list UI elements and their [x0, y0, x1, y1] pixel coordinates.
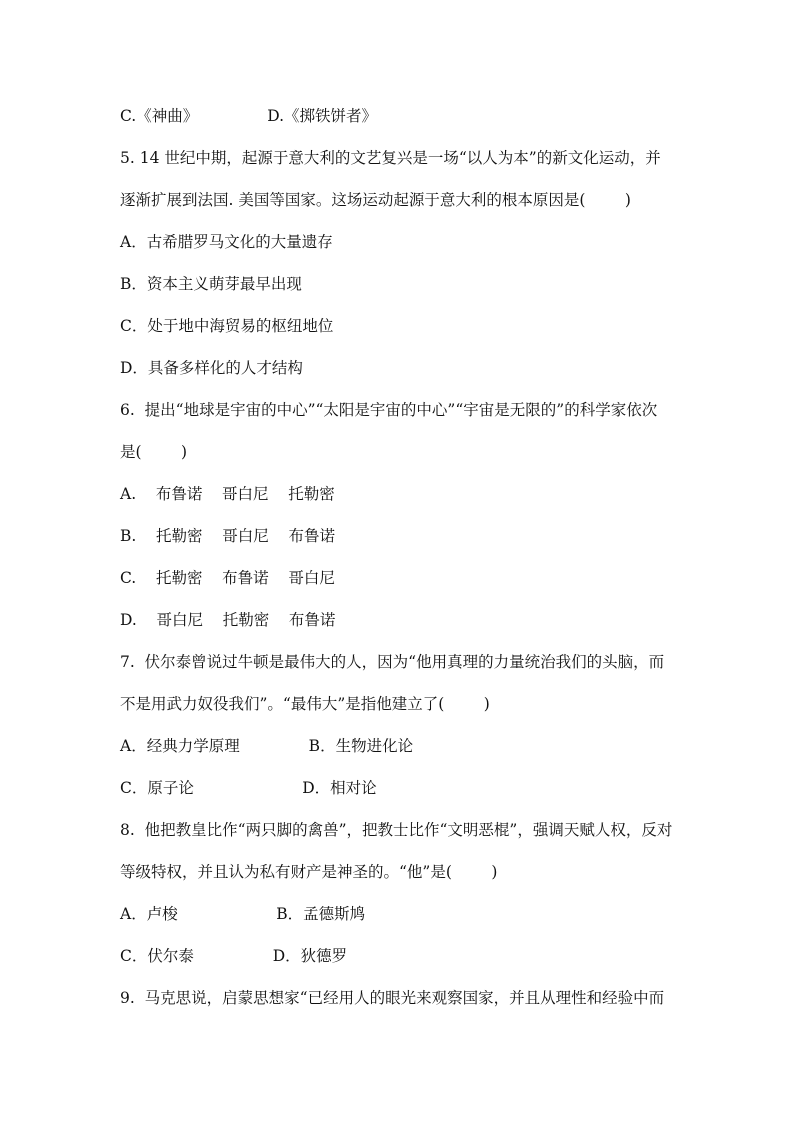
q6-option-d: D. 哥白尼 托勒密 布鲁诺	[120, 611, 336, 629]
q5-option-b: B．资本主义萌芽最早出现	[120, 275, 302, 293]
q8-stem-line1: 8. 他把教皇比作“两只脚的禽兽”，把教士比作“文明恶棍”，强调天赋人权，反对	[120, 821, 673, 839]
q6-option-b: B. 托勒密 哥白尼 布鲁诺	[120, 527, 335, 545]
q9-stem-line1: 9. 马克思说，启蒙思想家“已经用人的眼光来观察国家，并且从理性和经验中而	[120, 989, 665, 1007]
q8-options-ab: A．卢梭 B．孟德斯鸠	[120, 905, 366, 923]
q6-option-a: A. 布鲁诺 哥白尼 托勒密	[120, 485, 335, 503]
q4-options-cd: C.《神曲》 D.《掷铁饼者》	[120, 107, 378, 125]
q6-option-c: C. 托勒密 布鲁诺 哥白尼	[120, 569, 335, 587]
q8-stem-line2: 等级特权，并且认为私有财产是神圣的。“他”是( )	[120, 863, 498, 881]
q7-options-cd: C．原子论 D．相对论	[120, 779, 377, 797]
q5-stem-line2: 逐渐扩展到法国. 美国等国家。这场运动起源于意大利的根本原因是( )	[120, 191, 631, 209]
q5-option-d: D．具备多样化的人才结构	[120, 359, 303, 377]
q8-options-cd: C．伏尔泰 D．狄德罗	[120, 947, 348, 965]
q7-stem-line2: 不是用武力奴役我们”。“最伟大”是指他建立了( )	[120, 695, 490, 713]
q5-option-c: C．处于地中海贸易的枢纽地位	[120, 317, 334, 335]
q5-option-a: A．古希腊罗马文化的大量遗存	[120, 233, 333, 251]
q6-stem-line2: 是( )	[120, 443, 188, 461]
q7-options-ab: A．经典力学原理 B．生物进化论	[120, 737, 414, 755]
q6-stem-line1: 6. 提出“地球是宇宙的中心”“太阳是宇宙的中心”“宇宙是无限的”的科学家依次	[120, 401, 658, 419]
q7-stem-line1: 7. 伏尔泰曾说过牛顿是最伟大的人，因为“他用真理的力量统治我们的头脑，而	[120, 653, 665, 671]
q5-stem-line1: 5. 14 世纪中期，起源于意大利的文艺复兴是一场“以人为本”的新文化运动，并	[120, 149, 661, 167]
